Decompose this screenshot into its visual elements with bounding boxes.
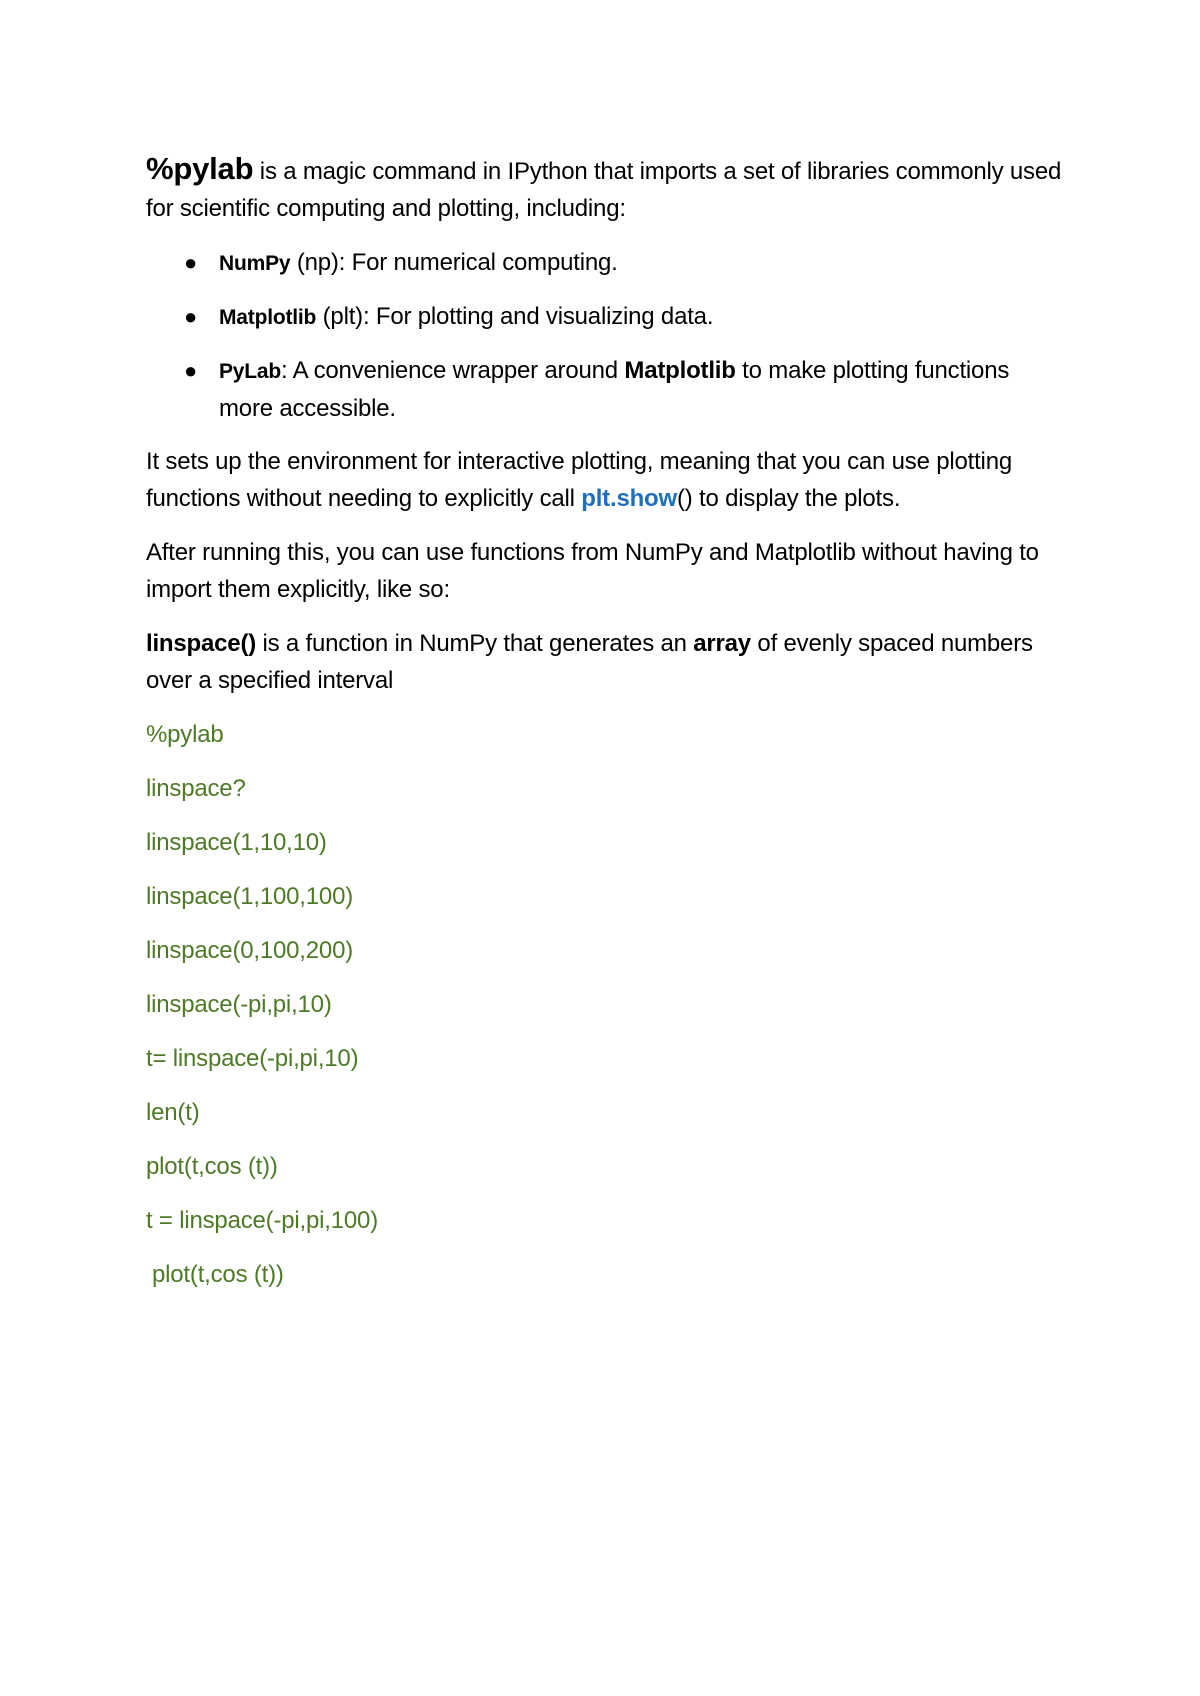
code-line: t= linspace(-pi,pi,10) — [146, 1045, 359, 1072]
interactive-text: It sets up the environment for interactive plotting, meaning that you can use plotting functions without needing to explicitly call — [146, 448, 1012, 512]
intro-text: is a magic command in IPython that imports a set of libraries commonly used for scientific computing and plotting, including: — [146, 158, 1062, 222]
code-block — [146, 716, 1066, 1293]
list-item-text: : A convenience wrapper around — [281, 357, 625, 384]
code-line: len(t) — [146, 1099, 200, 1126]
pylab-command: %pylab — [146, 151, 254, 186]
code-line: plot(t,cos (t)) — [146, 1153, 278, 1180]
code-line: linspace(0,100,200) — [146, 937, 354, 964]
code-line: %pylab — [146, 721, 224, 748]
document-page — [146, 150, 1066, 1310]
list-item-term: NumPy — [219, 252, 291, 275]
code-line: linspace(1,100,100) — [146, 883, 354, 910]
list-item-text: (plt): For plotting and visualizing data. — [316, 303, 714, 330]
array-term: array — [693, 630, 751, 657]
list-item-term: Matplotlib — [219, 306, 317, 329]
list-item — [146, 244, 1066, 282]
list-item-text: (np): For numerical computing. — [290, 249, 618, 276]
linspace-term: linspace() — [146, 630, 257, 657]
code-line: plot(t,cos (t)) — [152, 1261, 284, 1288]
bullet-icon: ● — [184, 304, 198, 329]
linspace-text: is a function in NumPy that generates an — [256, 630, 694, 657]
plt-show-link[interactable]: plt.show — [581, 485, 677, 512]
bullet-icon: ● — [184, 250, 198, 275]
library-list — [146, 244, 1066, 427]
list-item-term: PyLab — [219, 360, 282, 383]
linspace-text-end: of evenly spaced numbers over a specified interval — [146, 630, 1033, 694]
interactive-paragraph — [146, 443, 1066, 517]
code-line: linspace(1,10,10) — [146, 829, 327, 856]
linspace-paragraph — [146, 625, 1066, 699]
interactive-text-end: () to display the plots. — [676, 485, 901, 512]
code-line: t = linspace(-pi,pi,100) — [146, 1207, 378, 1234]
list-item — [146, 298, 1066, 336]
list-item — [146, 352, 1066, 427]
code-line: linspace? — [146, 775, 246, 802]
code-line: linspace(-pi,pi,10) — [146, 991, 332, 1018]
list-item-text-end: to make plotting functions more accessible. — [219, 357, 1010, 422]
after-paragraph: After running this, you can use functions from NumPy and Matplotlib without having to import them explicitly, like so: — [146, 539, 1039, 603]
list-item-bold: Matplotlib — [624, 357, 736, 384]
bullet-icon: ● — [184, 358, 198, 383]
intro-paragraph — [146, 150, 1066, 227]
